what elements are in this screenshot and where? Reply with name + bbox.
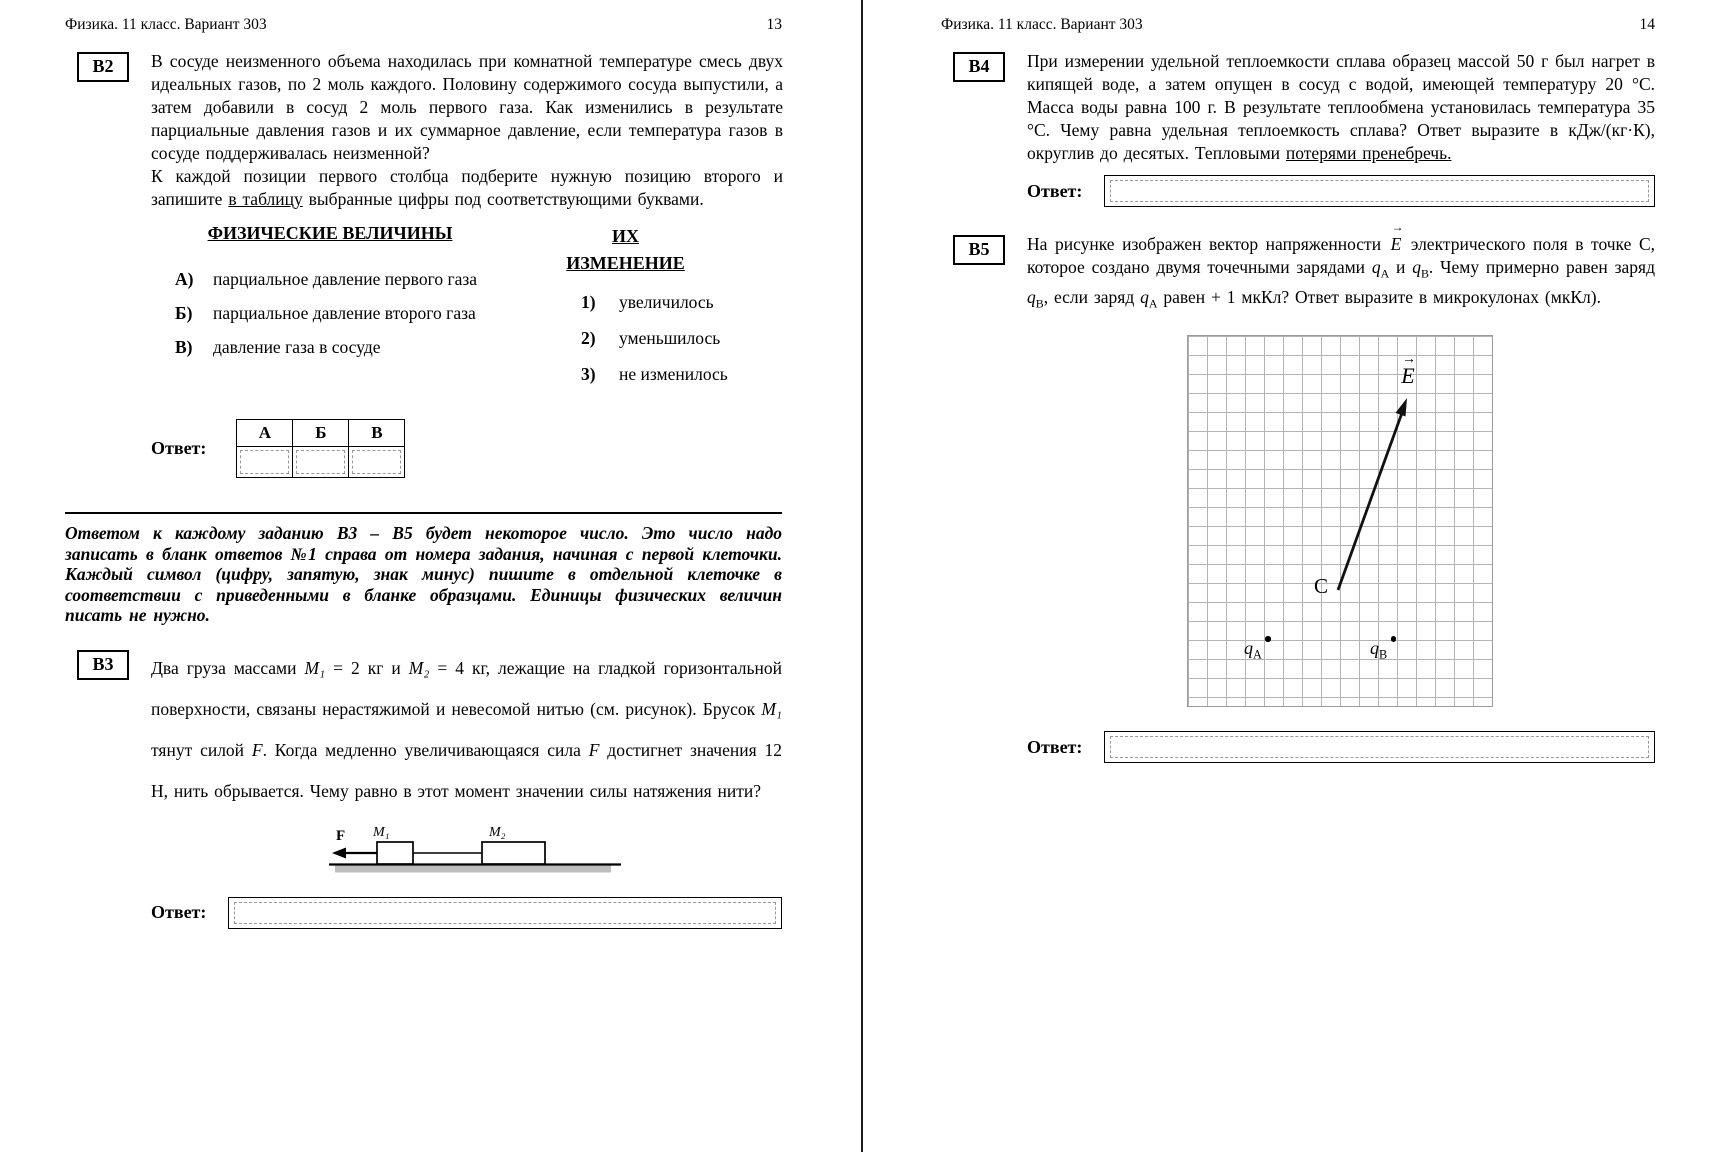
b3-answer-block bbox=[151, 897, 782, 929]
block-m1 bbox=[377, 842, 413, 864]
b3-answer-field[interactable] bbox=[228, 897, 782, 929]
item-label: В) bbox=[175, 337, 193, 357]
sub-b: B bbox=[1420, 266, 1429, 281]
match-item-a bbox=[151, 268, 509, 291]
item-text: уменьшилось bbox=[619, 328, 721, 348]
item-label: 1) bbox=[581, 292, 596, 312]
task-b4-label: В4 bbox=[953, 52, 1005, 82]
item-text: увеличилось bbox=[619, 292, 714, 312]
text-segment: . Когда медленно увеличивающаяся сила bbox=[262, 739, 589, 760]
var-qb: q bbox=[1027, 286, 1036, 307]
b3-figure-drawing bbox=[329, 820, 629, 878]
item-text: парциальное давление второго газа bbox=[213, 303, 476, 323]
option-2 bbox=[543, 327, 783, 350]
page-13-header bbox=[65, 16, 782, 34]
text-segment: При измерении удельной теплоемкости сплава образец массой 50 г был нагрет в кипящей воде, а затем опущен в сосуд с водой, имеющей температуру 20 °С. Масса воды равна 100 г. В результате теплообмена установилась температура 35 °С. Чему равна удельная теплоемкость сплава? Ответ выразите в кДж/(кг·К), округлив до десятых. Тепловыми bbox=[1027, 51, 1655, 163]
option-3 bbox=[543, 363, 783, 386]
e-vector-label bbox=[1400, 354, 1416, 387]
vector-arrow-icon: → bbox=[1402, 352, 1416, 367]
text-segment: . Чему примерно равен заряд bbox=[1428, 257, 1655, 277]
b4-answer-block bbox=[1027, 175, 1655, 207]
text-segment: К каждой позиции первого столбца подберите нужную позицию второго и запишите bbox=[151, 166, 783, 209]
task-b2-text-1: В сосуде неизменного объема находилась при комнатной температуре смесь двух идеальных газов, по 2 моль каждого. Половину содержимого сосуда выпустили, а затем добавили в сосуд 2 моль первого газа. Как изменились в результате парциальные давления газов и их суммарное давление, если температура газов в сосуде поддерживалась неизменной? bbox=[151, 51, 783, 163]
answer-field-writing-area[interactable] bbox=[1110, 736, 1649, 758]
running-title: Физика. 11 класс. Вариант 303 bbox=[941, 16, 1143, 33]
item-label: 3) bbox=[581, 364, 596, 384]
var-m1: M₁ bbox=[761, 698, 782, 719]
task-b4-body bbox=[1027, 50, 1655, 207]
answer-cell-b[interactable] bbox=[296, 450, 345, 474]
task-b3-text bbox=[151, 648, 782, 812]
page-13 bbox=[0, 0, 861, 1152]
answer-field-writing-area[interactable] bbox=[1110, 180, 1649, 202]
item-label: Б) bbox=[175, 303, 193, 323]
task-b3-body bbox=[151, 648, 782, 929]
text-segment: и bbox=[1389, 257, 1413, 277]
task-b5-text bbox=[1027, 220, 1655, 315]
var-e: E bbox=[1390, 234, 1402, 254]
answer-label: Ответ: bbox=[1027, 180, 1083, 201]
answer-label: Ответ: bbox=[151, 438, 207, 458]
b2-changes-column bbox=[543, 223, 783, 399]
ground-hatch bbox=[335, 865, 611, 872]
item-text: парциальное давление первого газа bbox=[213, 269, 478, 289]
task-b2-body bbox=[151, 50, 783, 478]
text-segment: электрического поля в точке C, которое создано двумя точечными зарядами bbox=[1027, 234, 1655, 277]
task-b2-text-2 bbox=[151, 165, 783, 211]
b3-figure bbox=[329, 820, 782, 883]
charge-qb-dot bbox=[1391, 636, 1397, 642]
b5-answer-field[interactable] bbox=[1104, 731, 1655, 763]
item-text: давление газа в сосуде bbox=[213, 337, 381, 357]
charge-qa-dot bbox=[1265, 636, 1271, 642]
var-f: F bbox=[251, 739, 263, 760]
b2-answer-table bbox=[236, 419, 405, 478]
answer-col-a: А bbox=[237, 420, 293, 447]
point-c-label: C bbox=[1314, 574, 1329, 598]
b2-quantities-column bbox=[151, 223, 509, 399]
block-m2 bbox=[482, 842, 545, 864]
b2-answer-block bbox=[151, 419, 783, 478]
task-b4 bbox=[941, 50, 1655, 207]
b5-answer-block bbox=[1027, 731, 1655, 763]
item-label: 2) bbox=[581, 328, 596, 348]
vector-arrow-icon: → bbox=[1391, 220, 1404, 234]
item-label: А) bbox=[175, 269, 194, 289]
task-b2 bbox=[65, 50, 782, 478]
answer-cell-v[interactable] bbox=[352, 450, 401, 474]
task-b5 bbox=[941, 220, 1655, 763]
text-segment: достигнет значения 12 Н, нить обрывается. Чему равно в этот момент значении силы натяжения нити? bbox=[151, 739, 782, 801]
var-m2: M₂ bbox=[408, 657, 430, 678]
running-title: Физика. 11 класс. Вариант 303 bbox=[65, 16, 267, 33]
answer-label: Ответ: bbox=[151, 902, 207, 922]
charge-qa-label: $q_A$ bbox=[1244, 638, 1262, 663]
b2-quantities-header: ФИЗИЧЕСКИЕ ВЕЛИЧИНЫ bbox=[207, 223, 453, 243]
var-f: F bbox=[588, 739, 600, 760]
var-qa: q bbox=[1140, 286, 1149, 307]
text-segment: выбранные цифры под соответствующими буквами. bbox=[302, 189, 704, 209]
b2-matching-columns bbox=[151, 223, 783, 399]
item-text: не изменилось bbox=[619, 364, 728, 384]
instruction-b3-b5: Ответом к каждому заданию В3 – В5 будет некоторое число. Это число надо записать в бланк ответов №1 справа от номера задания, начиная с первой клеточки. Каждый символ (цифру, запятую, знак минус) пишите в отдельной клеточке в соответствии с приведенными в бланке образцами. Единицы физических величин писать не нужно. bbox=[65, 512, 782, 626]
force-label: F bbox=[336, 827, 346, 844]
sub-a: A bbox=[1380, 266, 1390, 281]
answer-field-writing-area[interactable] bbox=[234, 902, 776, 924]
text-segment: = 2 кг и bbox=[325, 657, 409, 678]
page-number: 13 bbox=[766, 16, 782, 33]
page-number: 14 bbox=[1639, 16, 1655, 33]
sub-b: B bbox=[1035, 296, 1044, 310]
b4-answer-field[interactable] bbox=[1104, 175, 1655, 207]
task-b3 bbox=[65, 648, 782, 929]
force-arrow-head-icon bbox=[332, 847, 346, 858]
var-qb: q bbox=[1412, 257, 1421, 277]
answer-cell-a[interactable] bbox=[240, 450, 289, 474]
var-m1: M₁ bbox=[304, 657, 326, 678]
underlined-segment: в таблицу bbox=[228, 189, 303, 209]
task-b5-body bbox=[1027, 220, 1655, 763]
answer-col-b: Б bbox=[293, 420, 349, 447]
e-vector-drawing bbox=[1188, 336, 1492, 706]
b5-grid-figure bbox=[1187, 335, 1493, 707]
underlined-segment: потерями пренебречь. bbox=[1285, 143, 1452, 163]
sub-a: A bbox=[1148, 296, 1158, 310]
task-b2-label: В2 bbox=[77, 52, 129, 82]
charge-qb-label: $q_B$ bbox=[1370, 638, 1387, 663]
m2-label: M₂ bbox=[489, 824, 506, 840]
option-1 bbox=[543, 291, 783, 314]
text-segment: равен + 1 мкКл? Ответ выразите в микрокулонах (мкКл). bbox=[1157, 286, 1601, 307]
page-14-header bbox=[941, 16, 1655, 34]
text-segment: = 4 кг, лежащие на гладкой горизонтальной поверхности, связаны нерастяжимой и невесомой нитью (см. рисунок). Брусок bbox=[151, 657, 782, 719]
text-segment: тянут силой bbox=[151, 739, 252, 760]
text-segment: , если заряд bbox=[1043, 286, 1141, 307]
e-vector-shaft bbox=[1338, 410, 1403, 590]
var-qa: q bbox=[1371, 257, 1381, 277]
task-b4-text bbox=[1027, 50, 1655, 165]
text-segment: На рисунке изображен вектор напряженности bbox=[1027, 234, 1389, 254]
e-letter: E bbox=[1401, 363, 1415, 388]
m1-label: M₁ bbox=[373, 824, 390, 840]
match-item-b bbox=[151, 302, 509, 325]
answer-col-v: В bbox=[349, 420, 405, 447]
answer-label: Ответ: bbox=[1027, 736, 1083, 757]
page-14 bbox=[863, 0, 1725, 1152]
task-b3-label: В3 bbox=[77, 650, 129, 680]
match-item-v bbox=[151, 336, 509, 359]
e-vector-head-icon bbox=[1396, 398, 1408, 417]
e-vector-inline bbox=[1390, 220, 1404, 256]
text-segment: Два груза массами bbox=[151, 657, 305, 678]
task-b5-label: В5 bbox=[953, 235, 1005, 265]
b2-changes-header: ИХ ИЗМЕНЕНИЕ bbox=[566, 226, 685, 273]
